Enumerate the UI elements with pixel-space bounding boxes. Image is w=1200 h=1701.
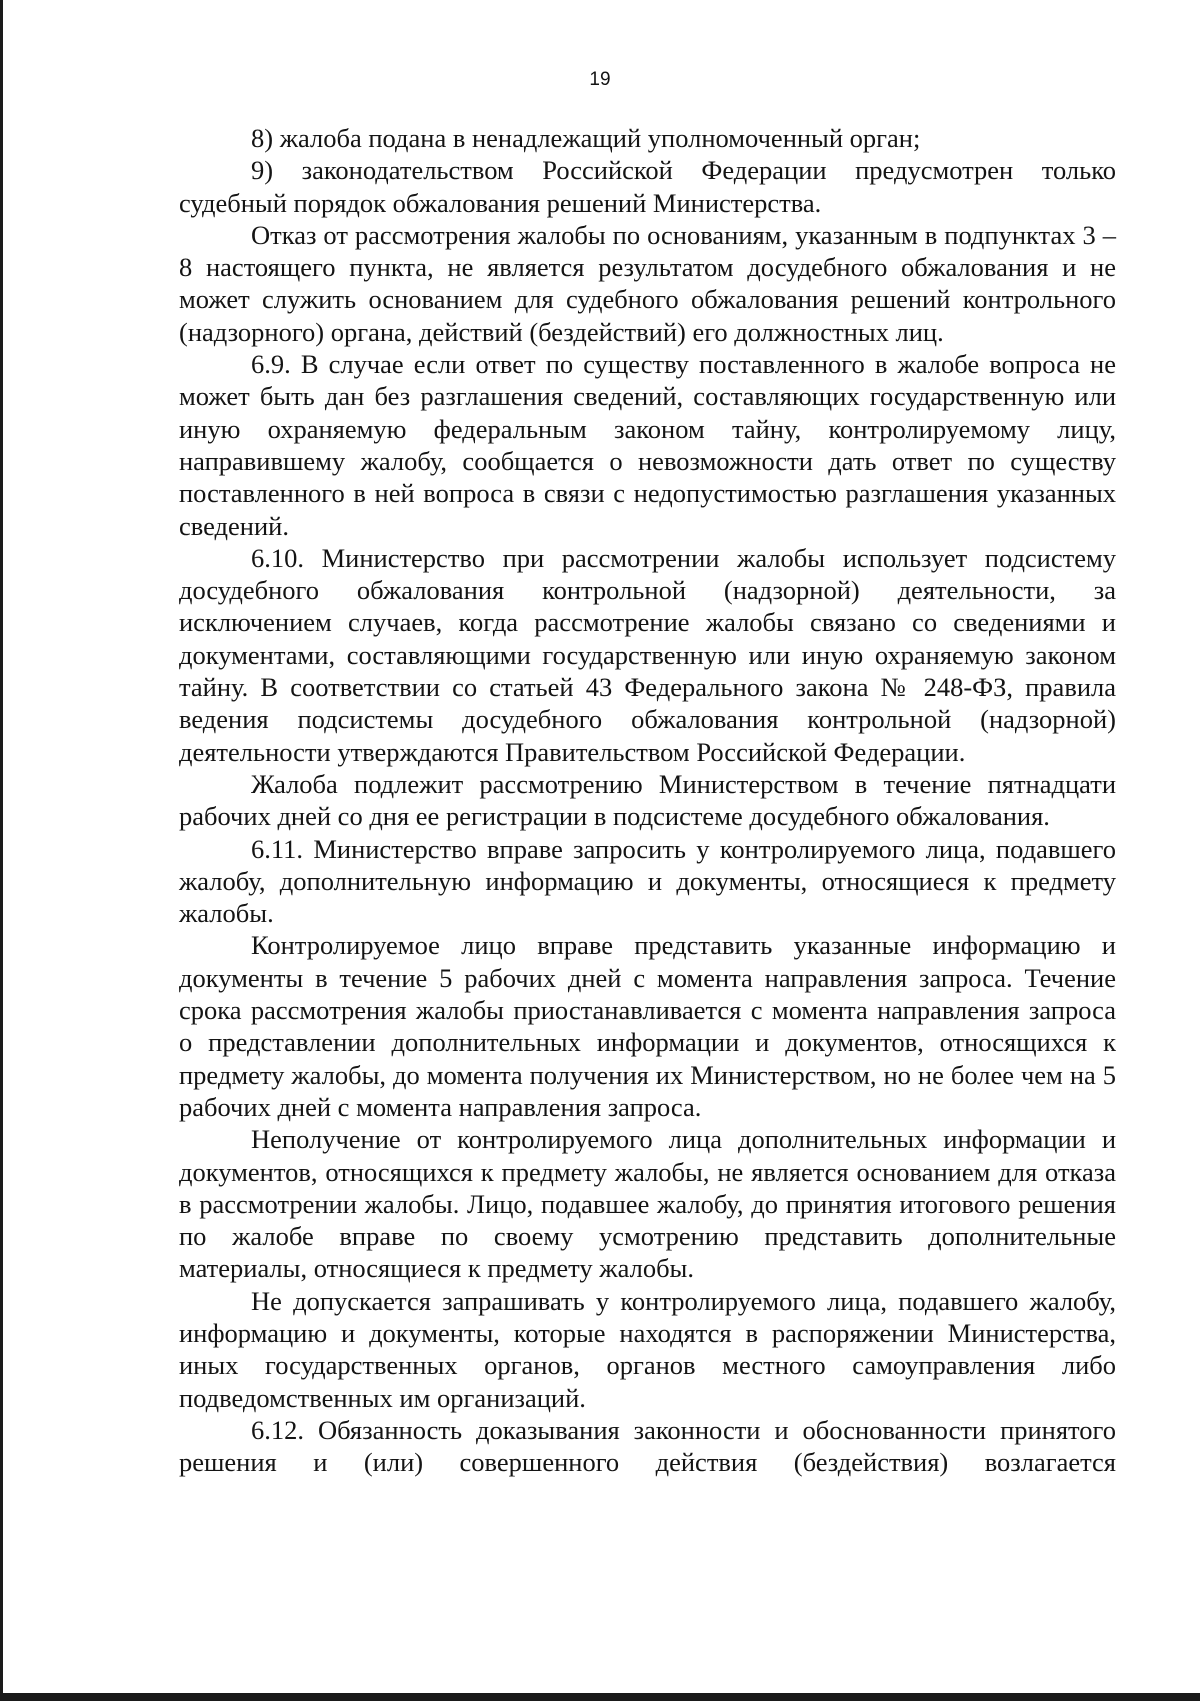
scan-edge-left <box>0 0 3 1701</box>
document-body <box>179 122 1116 1478</box>
paragraph-item-9: 9) законодательством Российской Федерации предусмотрен только судебный порядок обжалования решений Министерства. <box>179 155 1116 218</box>
paragraph-review-term: Жалоба подлежит рассмотрению Министерством в течение пятнадцати рабочих дней со дня ее регистрации в подсистеме досудебного обжалования. <box>179 768 1116 832</box>
paragraph-6-9: 6.9. В случае если ответ по существу поставленного в жалобе вопроса не может быть дан без разглашения сведений, составляющих государственную или иную охраняемую федеральным законом тайну, контролируемому лицу, направившему жалобу, сообщается о невозможности дать ответ по существу поставленного в ней вопроса в связи с недопустимостью разглашения указанных сведений. <box>179 349 1116 541</box>
paragraph-6-10: 6.10. Министерство при рассмотрении жалобы использует подсистему досудебного обжалования контрольной (надзорной) деятельности, за исключением случаев, когда рассмотрение жалобы связано со сведениями и документами, составляющими государственную или иную охраняемую законом тайну. В соответствии со статьей 43 Федерального закона № 248-ФЗ, правила ведения подсистемы досудебного обжалования контрольной (надзорной) деятельности утверждаются Правительством Российской Федерации. <box>179 542 1116 767</box>
page-number: 19 <box>589 69 611 90</box>
paragraph-non-receipt: Неполучение от контролируемого лица дополнительных информации и документов, относящихся к предмету жалобы, не является основанием для отказа в рассмотрении жалобы. Лицо, подавшее жалобу, до принятия итогового решения по жалобе вправе по своему усмотрению представить дополнительные материалы, относящиеся к предмету жалобы. <box>179 1124 1116 1284</box>
paragraph-submission-term: Контролируемое лицо вправе представить указанные информацию и документы в течение 5 рабочих дней с момента направления запроса. Течение срока рассмотрения жалобы приостанавливается с момента направления запроса о представлении дополнительных информации и документов, относящихся к предмету жалобы, до момента получения их Министерством, но не более чем на 5 рабочих дней с момента направления запроса. <box>179 930 1116 1122</box>
paragraph-prohibition: Не допускается запрашивать у контролируемого лица, подавшего жалобу, информацию и документы, которые находятся в распоряжении Министерства, иных государственных органов, органов местного самоуправления либо подведомственных им организаций. <box>179 1285 1116 1413</box>
scan-edge-bottom <box>0 1693 1200 1701</box>
paragraph-refusal-note: Отказ от рассмотрения жалобы по основаниям, указанным в подпунктах 3 – 8 настоящего пункта, не является результатом досудебного обжалования и не может служить основанием для судебного обжалования решений контрольного (надзорного) органа, действий (бездействий) его должностных лиц. <box>179 219 1116 347</box>
paragraph-6-12: 6.12. Обязанность доказывания законности и обоснованности принятого решения и (или) совершенного действия (бездействия) возлагается <box>179 1414 1116 1478</box>
paragraph-item-8: 8) жалоба подана в ненадлежащий уполномоченный орган; <box>251 123 921 153</box>
paragraph-6-11: 6.11. Министерство вправе запросить у контролируемого лица, подавшего жалобу, дополнительную информацию и документы, относящиеся к предмету жалобы. <box>179 833 1116 929</box>
